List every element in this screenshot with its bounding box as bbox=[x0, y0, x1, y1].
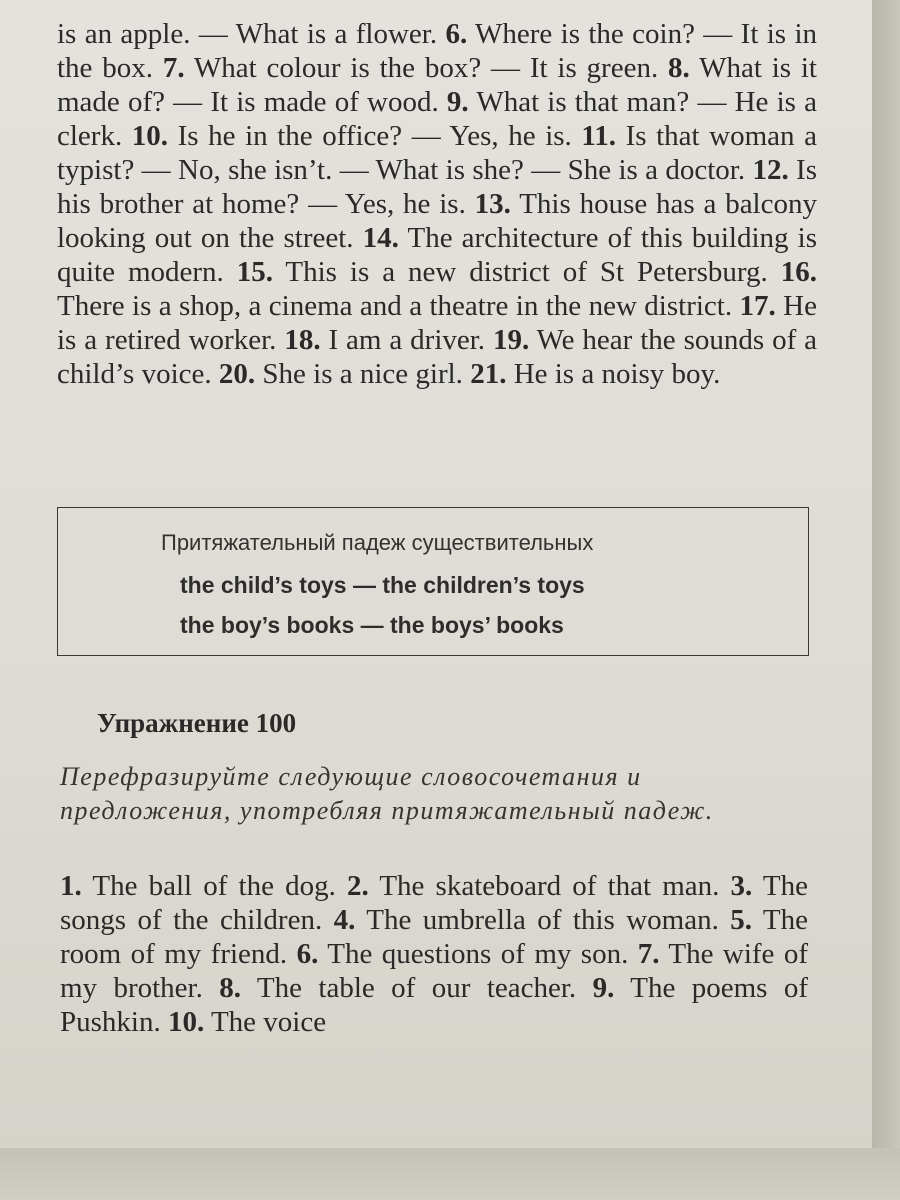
sentence-number: 13. bbox=[474, 188, 511, 220]
rule-example-child: the child’s toys — the children’s toys bbox=[180, 572, 585, 598]
sentence-text: What colour is the box? — It is green. bbox=[184, 52, 669, 84]
sentence-text: The wife of my brother. bbox=[60, 938, 809, 1004]
sentence-number: 1. bbox=[60, 870, 82, 902]
sentence-number: 19. bbox=[492, 324, 530, 356]
sentence-text: Is he in the office? — Yes, he is. bbox=[168, 120, 582, 152]
previous-exercise-text bbox=[57, 17, 817, 391]
sentence-text: The room of my friend. bbox=[60, 904, 809, 970]
rule-title: Притяжательный падеж существительных bbox=[161, 530, 594, 555]
sentence-text: The table of our teacher. bbox=[241, 972, 593, 1004]
sentence-text: The songs of the children. bbox=[60, 870, 808, 936]
sentence-text: Is his brother at home? — Yes, he is. bbox=[57, 154, 817, 220]
sentence-text: The ball of the dog. bbox=[81, 870, 347, 902]
sentence-number: 8. bbox=[668, 52, 690, 84]
sentence-text: The architecture of this building is quite modern. bbox=[57, 222, 817, 288]
sentence-number: 5. bbox=[730, 904, 753, 936]
sentence-text: He is a retired worker. bbox=[57, 290, 817, 356]
sentence-text: I am a driver. bbox=[320, 324, 493, 356]
sentence-number: 11. bbox=[581, 120, 617, 152]
sentence-text: This house has a balcony looking out on the street. bbox=[57, 188, 817, 254]
sentence-text: The voice bbox=[204, 1006, 327, 1038]
sentence-number: 20. bbox=[218, 358, 256, 390]
exercise-heading: Упражнение 100 bbox=[97, 708, 297, 738]
exercise-sentences bbox=[60, 869, 808, 1039]
sentence-text: There is a shop, a cinema and a theatre in the new district. bbox=[57, 290, 740, 322]
sentence-number: 3. bbox=[730, 870, 753, 902]
sentence-number: 21. bbox=[470, 358, 507, 390]
sentence-number: 12. bbox=[752, 154, 789, 186]
sentence-number: 15. bbox=[236, 256, 273, 288]
exercise-instruction: Перефразируйте следующие словосочетания и предложения, употребляя притяжательный падеж. bbox=[60, 762, 714, 825]
sentence-text: She is a nice girl. bbox=[255, 358, 471, 390]
sentence-text: The skateboard of that man. bbox=[368, 870, 731, 902]
sentence-text: He is a noisy boy. bbox=[506, 358, 721, 390]
sentence-number: 6. bbox=[296, 938, 319, 970]
sentence-number: 6. bbox=[445, 18, 468, 50]
sentence-text: What is it made of? — It is made of wood. bbox=[57, 52, 817, 118]
sentence-number: 10. bbox=[167, 1006, 205, 1038]
sentence-number: 7. bbox=[637, 938, 660, 970]
rule-example-boy: the boy’s books — the boys’ books bbox=[180, 612, 564, 638]
sentence-text: This is a new district of St Petersburg. bbox=[272, 256, 781, 288]
sentence-text: The umbrella of this woman. bbox=[355, 904, 731, 936]
sentence-number: 16. bbox=[780, 256, 818, 288]
sentence-text: Is that woman a typist? — No, she isn’t. — What is she? — She is a doctor. bbox=[57, 120, 817, 186]
sentence-text: We hear the sounds of a child’s voice. bbox=[57, 324, 818, 390]
page-bottom-shadow bbox=[0, 1148, 900, 1200]
page-edge-shadow bbox=[872, 0, 900, 1200]
sentence-number: 4. bbox=[333, 904, 356, 936]
sentence-number: 2. bbox=[346, 870, 369, 902]
sentence-text: The poems of Pushkin. bbox=[60, 972, 809, 1038]
grammar-rule-box bbox=[57, 507, 809, 656]
sentence-text: The questions of my son. bbox=[318, 938, 638, 970]
sentence-number: 17. bbox=[739, 290, 776, 322]
sentence-number: 9. bbox=[446, 86, 469, 118]
sentence-number: 7. bbox=[162, 52, 185, 84]
sentence-number: 18. bbox=[284, 324, 321, 356]
sentence-number: 9. bbox=[592, 972, 615, 1004]
sentence-number: 10. bbox=[131, 120, 169, 152]
sentence-text: Where is the coin? — It is in the box. bbox=[57, 18, 817, 84]
sentence-number: 14. bbox=[362, 222, 399, 254]
sentence-text: What is that man? — He is a clerk. bbox=[57, 86, 817, 152]
sentence-text: is an apple. — What is a flower. bbox=[57, 18, 446, 50]
sentence-number: 8. bbox=[219, 972, 242, 1004]
